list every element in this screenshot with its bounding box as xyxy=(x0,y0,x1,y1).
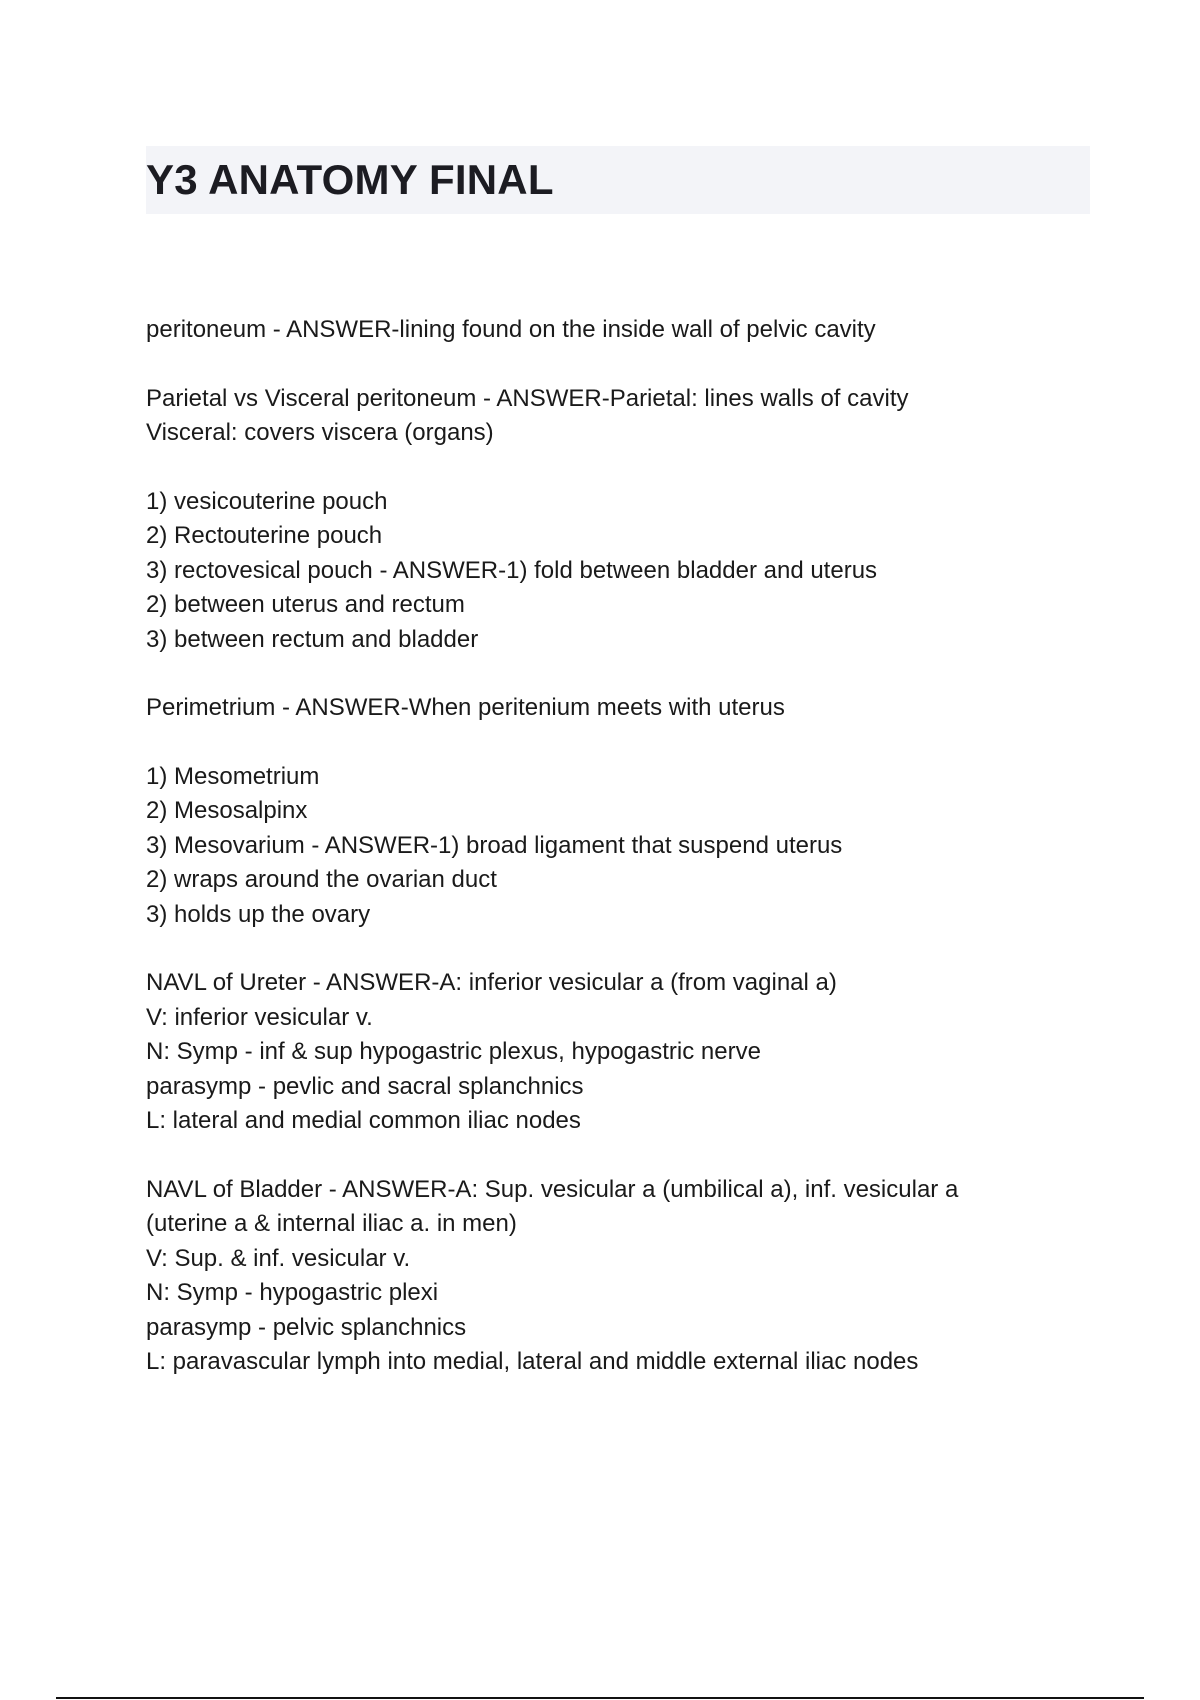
entry-line: L: lateral and medial common iliac nodes xyxy=(146,1107,581,1134)
title-band xyxy=(146,146,1090,214)
document-content xyxy=(146,313,1090,1414)
entry-line: Perimetrium - ANSWER-When peritenium meets with uterus xyxy=(146,694,785,721)
entry-line: peritoneum - ANSWER-lining found on the inside wall of pelvic cavity xyxy=(146,316,876,343)
qa-entry-broad-ligament xyxy=(146,760,1090,933)
entry-line: 3) between rectum and bladder xyxy=(146,625,479,653)
entry-line: 2) wraps around the ovarian duct xyxy=(146,866,497,893)
entry-line: 3) holds up the ovary xyxy=(146,900,371,928)
entry-line: 2) between uterus and rectum xyxy=(146,591,465,618)
document-title: Y3 ANATOMY FINAL xyxy=(146,156,554,203)
entry-line: 2) Rectouterine pouch xyxy=(146,522,383,549)
entry-line: NAVL of Bladder - ANSWER-A: Sup. vesicular a (umbilical a), inf. vesicular a xyxy=(146,1175,959,1203)
entry-line: parasymp - pelvic splanchnics xyxy=(146,1313,467,1341)
entry-line: 3) rectovesical pouch - ANSWER-1) fold between bladder and uterus xyxy=(146,556,878,584)
qa-entry-navl-ureter xyxy=(146,966,1090,1139)
qa-entry-navl-bladder xyxy=(146,1173,1090,1380)
entry-line: Parietal vs Visceral peritoneum - ANSWER-Parietal: lines walls of cavity xyxy=(146,384,909,412)
entry-line: 2) Mesosalpinx xyxy=(146,797,308,824)
entry-line: Visceral: covers viscera (organs) xyxy=(146,419,494,446)
entry-line: 1) Mesometrium xyxy=(146,762,320,790)
entry-line: V: Sup. & inf. vesicular v. xyxy=(146,1244,411,1272)
entry-line: L: paravascular lymph into medial, lateral and middle external iliac nodes xyxy=(146,1348,919,1375)
entry-line: parasymp - pevlic and sacral splanchnics xyxy=(146,1072,584,1100)
qa-entry-parietal-visceral xyxy=(146,382,1090,451)
entry-line: V: inferior vesicular v. xyxy=(146,1003,373,1031)
entry-line: (uterine a & internal iliac a. in men) xyxy=(146,1210,517,1237)
qa-entry-pouches xyxy=(146,485,1090,658)
entry-line: 3) Mesovarium - ANSWER-1) broad ligament that suspend uterus xyxy=(146,831,843,859)
entry-line: NAVL of Ureter - ANSWER-A: inferior vesicular a (from vaginal a) xyxy=(146,969,837,996)
qa-entry-perimetrium xyxy=(146,691,1090,726)
entry-line: N: Symp - inf & sup hypogastric plexus, hypogastric nerve xyxy=(146,1038,761,1065)
entry-line: 1) vesicouterine pouch xyxy=(146,487,388,515)
footer-divider xyxy=(56,1697,1144,1699)
entry-line: N: Symp - hypogastric plexi xyxy=(146,1279,439,1306)
qa-entry-peritoneum xyxy=(146,313,1090,348)
